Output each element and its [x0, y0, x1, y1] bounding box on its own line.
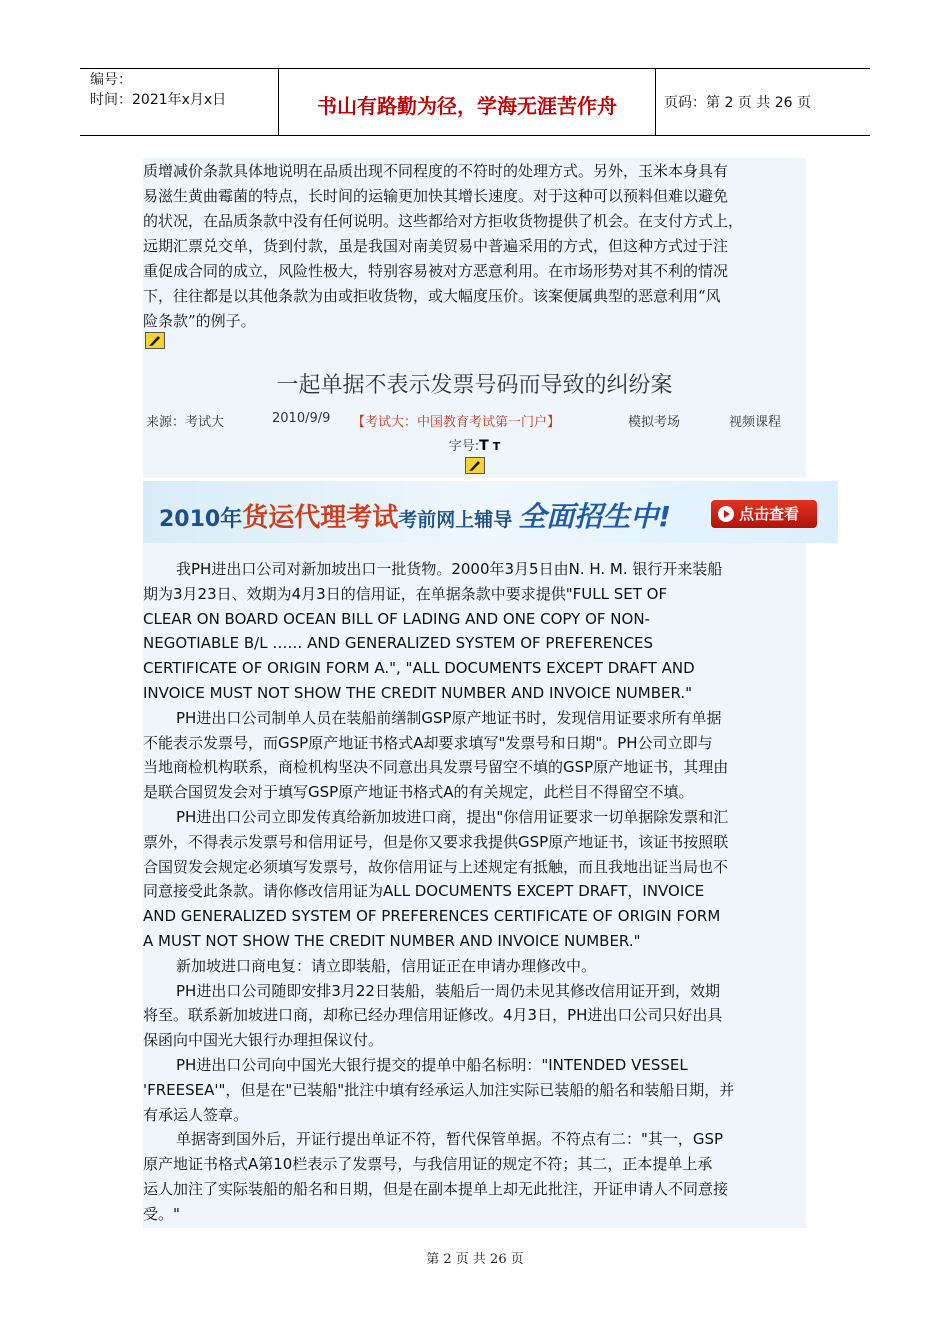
ad-banner[interactable] [143, 481, 838, 543]
font-size-label: 字号: [448, 439, 480, 454]
text-line: 当地商检机构联系，商检机构坚决不同意出具发票号留空不填的GSP原产地证书，其理由 [143, 758, 729, 777]
text-line: 新加坡进口商电复：请立即装船，信用证正在申请办理修改中。 [176, 956, 597, 975]
header-top-rule [80, 68, 870, 69]
text-line: 我PH进出口公司对新加坡出口一批货物。2000年3月5日由N. H. M. 银行开来装船 [176, 560, 723, 578]
text-line: A MUST NOT SHOW THE CREDIT NUMBER AND INVOICE NUMBER." [143, 931, 641, 950]
edit-pen-icon[interactable] [145, 332, 165, 349]
text-line: 是联合国贸发会对于填写GSP原产地证书格式A的有关规定，此栏目不得留空不填。 [143, 783, 694, 802]
text-line: 有承运人签章。 [143, 1105, 249, 1124]
text-line: 单据寄到国外后，开证行提出单证不符，暂代保管单据。不符点有二："其一，GSP [176, 1130, 724, 1149]
view-now-button[interactable] [711, 500, 817, 528]
text-line: 运人加注了实际装船的船名和日期，但是在副本提单上却无此批注，开证申请人不同意接 [143, 1179, 729, 1198]
banner-tutoring: 考前网上辅导 [398, 509, 513, 531]
article-body [143, 557, 806, 1227]
text-line: PH进出口公司向中国光大银行提交的提单中船名标明："INTENDED VESSEL [176, 1055, 688, 1074]
text-line: 的状况，在品质条款中没有任何说明。这些都给对方拒收货物提供了机会。在支付方式上， [143, 212, 744, 230]
text-line: 险条款”的例子。 [143, 312, 256, 330]
text-line: 不能表示发票号，而GSP原产地证书格式A却要求填写"发票号和日期"。PH公司立即与 [143, 733, 713, 752]
text-line: NEGOTIABLE B/L …… AND GENERALIZED SYSTEM OF PREFERENCES [143, 634, 654, 653]
text-line: 下，往往都是以其他条款为由或拒收货物，或大幅度压价。该案便属典型的恶意利用“风 [143, 287, 721, 305]
text-line: PH进出口公司立即发传真给新加坡进口商，提出"你信用证要求一切单据除发票和汇 [176, 807, 729, 826]
text-line: 质增减价条款具体地说明在品质出现不同程度的不符时的处理方式。另外，玉米本身具有 [143, 162, 729, 180]
text-line: 保函向中国光大银行办理担保议付。 [143, 1031, 384, 1050]
article-title: 一起单据不表示发票号码而导致的纠纷案 [276, 373, 673, 398]
font-small-button[interactable]: T [492, 440, 501, 453]
article-source: 来源：考试大 [146, 415, 225, 430]
play-arrow-icon [718, 506, 734, 522]
header-motto: 书山有路勤为径，学海无涯苦作舟 [317, 94, 617, 118]
font-size-control [143, 435, 806, 454]
text-line: 将至。联系新加坡进口商，却称已经办理信用证修改。4月3日，PH进出口公司只好出具 [143, 1006, 723, 1025]
text-line: 原产地证书格式A第10栏表示了发票号，与我信用证的规定不符；其二，正本提单上承 [143, 1155, 713, 1174]
view-now-label: 点击查看 [739, 505, 800, 523]
text-line: 'FREESEA'"，但是在"已装船"批注中填有经承运人加注实际已装船的船名和装船日期，并 [143, 1080, 735, 1099]
number-label: 编号： [90, 72, 132, 88]
video-course-link[interactable]: 视频课程 [729, 415, 782, 430]
text-line: CERTIFICATE OF ORIGIN FORM A.", "ALL DOCUMENTS EXCEPT DRAFT AND [143, 659, 695, 678]
text-line: CLEAR ON BOARD OCEAN BILL OF LADING AND ONE COPY OF NON- [143, 609, 650, 628]
text-line: 合国贸发会规定必须填写发票号，故你信用证与上述规定有抵触，而且我地出证当局也不 [143, 857, 729, 876]
time-label: 时间：2021年x月x日 [90, 92, 227, 108]
text-line: 易滋生黄曲霉菌的特点，长时间的运输更加快其增长速度。对于这种可以预料但难以避免 [143, 187, 729, 205]
text-line: INVOICE MUST NOT SHOW THE CREDIT NUMBER AND INVOICE NUMBER." [143, 683, 693, 702]
text-line: 重促成合同的成立，风险性极大，特别容易被对方恶意利用。在市场形势对其不利的情况 [143, 262, 729, 280]
text-line: 期为3月23日、效期为4月3日的信用证，在单据条款中要求提供"FULL SET OF [143, 584, 668, 603]
banner-enroll: 全面招生中! [518, 500, 672, 533]
text-line: 票外，不得表示发票号和信用证号，但是你又要求我提供GSP原产地证书，该证书按照联 [143, 832, 729, 851]
banner-exam: 货运代理考试 [242, 503, 399, 533]
text-line: 同意接受此条款。请你修改信用证为ALL DOCUMENTS EXCEPT DRAFT，INVOICE [143, 882, 705, 901]
edit-pen-icon[interactable] [465, 457, 485, 474]
mock-exam-link[interactable]: 模拟考场 [628, 415, 681, 430]
text-line: 受。" [143, 1204, 180, 1223]
text-line: AND GENERALIZED SYSTEM OF PREFERENCES CERTIFICATE OF ORIGIN FORM [143, 907, 721, 926]
banner-text [159, 495, 671, 535]
intro-paragraph [143, 159, 806, 334]
text-line: 远期汇票兑交单，货到付款，虽是我国对南美贸易中普遍采用的方式，但这种方式过于注 [143, 237, 729, 255]
text-line: PH进出口公司随即安排3月22日装船，装船后一周仍未见其修改信用证开到，效期 [176, 981, 720, 1000]
text-line: PH进出口公司制单人员在装船前缮制GSP原产地证书时，发现信用证要求所有单据 [176, 708, 722, 727]
page-footer: 第 2 页 共 26 页 [426, 1252, 524, 1267]
header-bottom-rule [80, 135, 870, 136]
article-date: 2010/9/9 [272, 411, 331, 426]
portal-link[interactable]: 【考试大：中国教育考试第一门户】 [352, 415, 561, 430]
banner-year: 2010年 [159, 507, 243, 532]
font-large-button[interactable]: T [479, 438, 489, 454]
header-page-label: 页码：第 2 页 共 26 页 [664, 95, 811, 111]
header-meta [90, 70, 226, 110]
